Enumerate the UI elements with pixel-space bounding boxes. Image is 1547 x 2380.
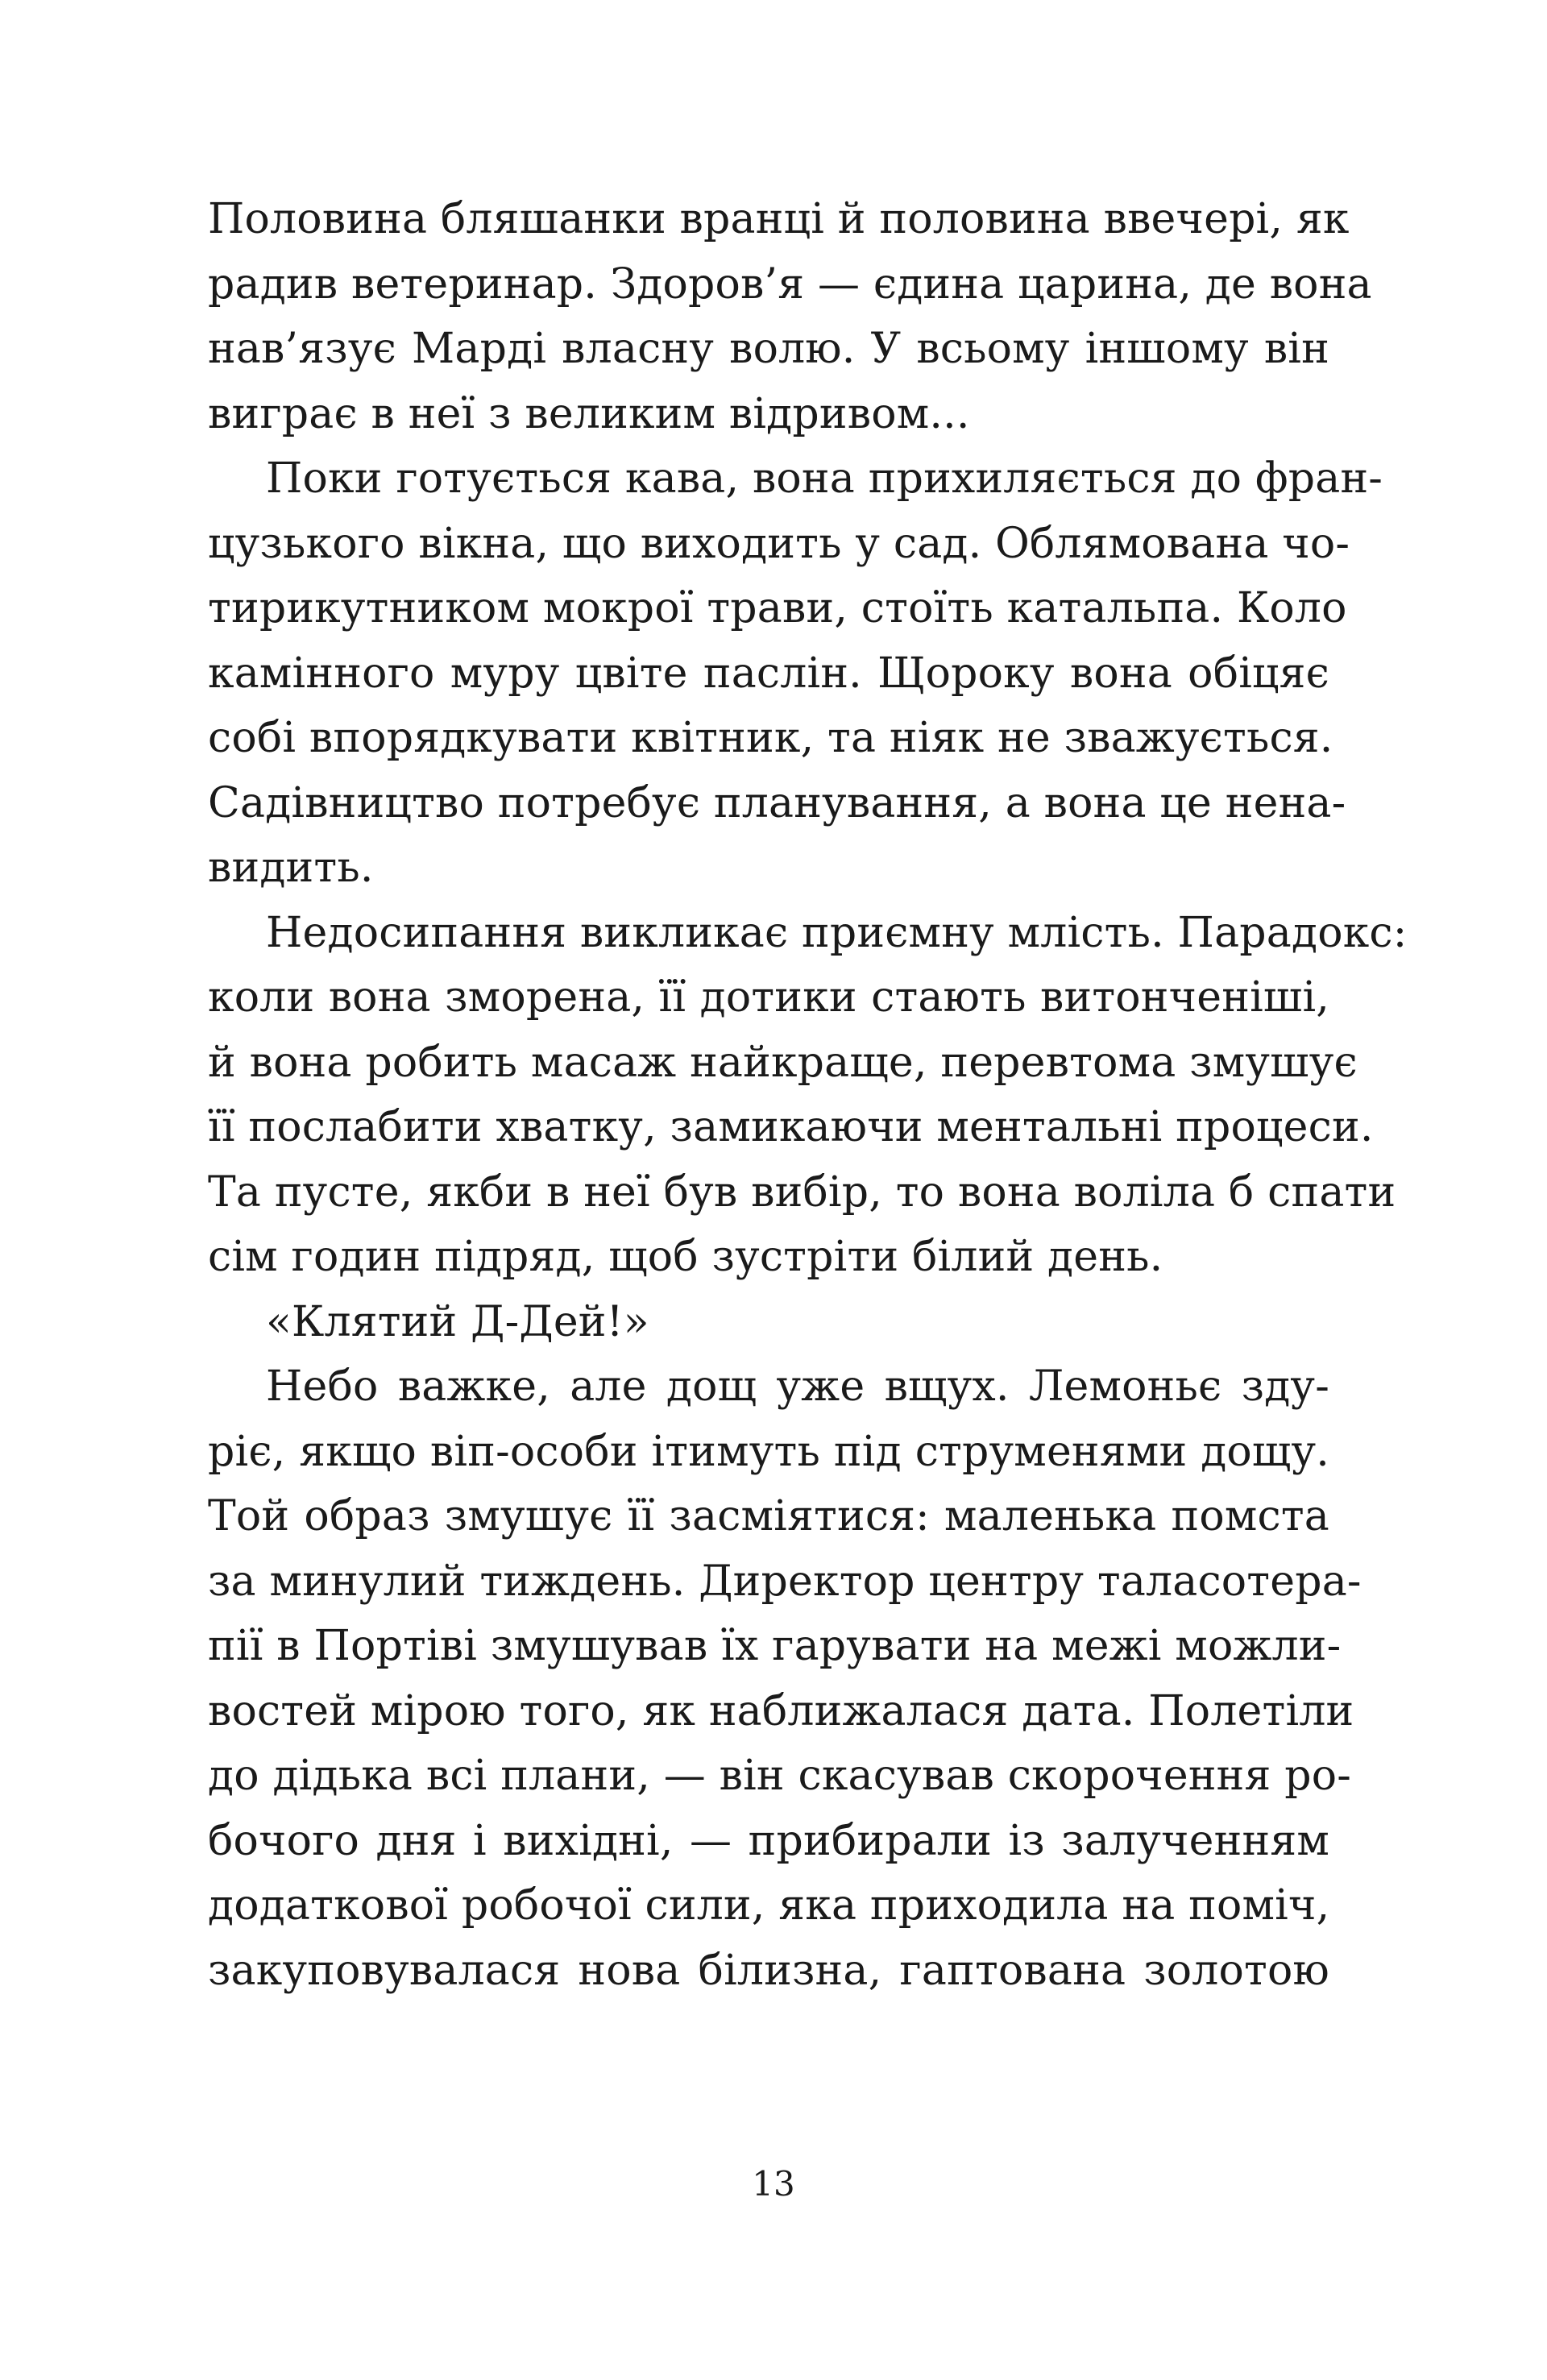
text-line: пії в Портіві змушував їх гарувати на межі можли- (208, 1622, 1342, 1670)
text-line: востей мірою того, як наближалася дата. Полетіли (208, 1686, 1354, 1735)
text-line: її послабити хватку, замикаючи ментальні процеси. (208, 1103, 1374, 1151)
text-line: й вона робить масаж найкраще, перевтома змушує (208, 1038, 1358, 1087)
text-line: Недосипання викликає приємну млість. Парадокс: (266, 908, 1408, 957)
text-line: собі впорядкувати квітник, та ніяк не зважується. (208, 714, 1333, 762)
text-line: Поки готується кава, вона прихиляється до фран- (266, 454, 1383, 503)
text-line: «Клятий Д-Дей!» (266, 1297, 649, 1346)
text-line: нав’язує Марді власну волю. У всьому іншому він (208, 325, 1329, 373)
text-line: Той образ змушує її засміятися: маленька помста (208, 1492, 1329, 1540)
text-line: Садівництво потребує планування, а вона це нена- (208, 778, 1346, 827)
text-line: тирикутником мокрої трави, стоїть катальпа. Коло (208, 584, 1347, 632)
text-line: Небо важке, але дощ уже вщух. Лемоньє зду- (266, 1362, 1329, 1411)
text-line: радив ветеринар. Здоров’я — єдина царина, де вона (208, 259, 1372, 309)
text-line: за минулий тиждень. Директор центру таласотера- (208, 1557, 1362, 1606)
text-line: Половина бляшанки вранці й половина ввечері, як (208, 195, 1350, 243)
text-line: сім годин підряд, щоб зустріти білий день. (208, 1233, 1163, 1281)
text-line: закуповувалася нова білизна, гаптована золотою (208, 1946, 1329, 1995)
text-line: додаткової робочої сили, яка приходила на поміч, (208, 1881, 1330, 1930)
text-line: коли вона зморена, її дотики стають витонченіші, (208, 973, 1329, 1022)
text-line: ріє, якщо віп-особи ітимуть під струменями дощу. (208, 1427, 1329, 1476)
text-line: до дідька всі плани, — він скасував скорочення ро- (208, 1752, 1352, 1800)
text-line: виграє в неї з великим відривом... (208, 389, 970, 438)
page-number: 13 (752, 2164, 795, 2204)
text-line: видить. (208, 844, 374, 892)
body-text (208, 187, 1408, 2003)
text-line: цузького вікна, що виходить у сад. Облямована чо- (208, 519, 1350, 568)
text-line: Та пусте, якби в неї був вибір, то вона воліла б спати (208, 1167, 1396, 1217)
text-line: бочого дня і вихідні, — прибирали із залученням (208, 1816, 1329, 1865)
text-line: камінного муру цвіте паслін. Щороку вона обіцяє (208, 649, 1329, 698)
